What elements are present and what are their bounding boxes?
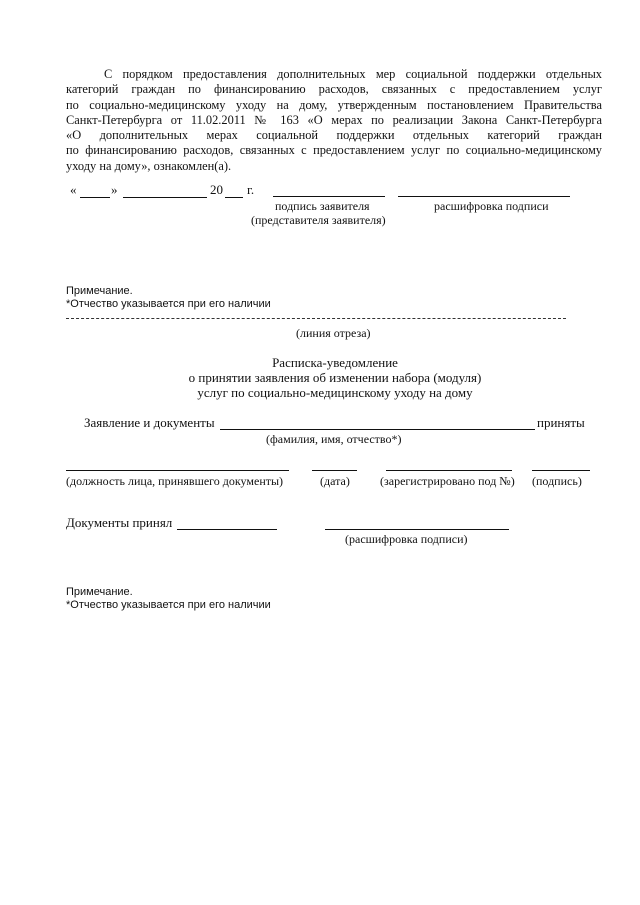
representative-label: (представителя заявителя) bbox=[251, 213, 386, 227]
year-suffix: г. bbox=[247, 182, 255, 197]
receiver-signature-field[interactable] bbox=[177, 529, 277, 530]
registered-caption: (зарегистрировано под №) bbox=[380, 474, 515, 488]
intro-line: С порядком предоставления дополнительных мер социальной поддержки отдельных bbox=[104, 67, 602, 81]
note-text: *Отчество указывается при его наличии bbox=[66, 599, 271, 611]
registration-field[interactable] bbox=[386, 470, 512, 471]
accepted-prefix: Заявление и документы bbox=[84, 415, 215, 430]
year-field[interactable] bbox=[225, 197, 243, 198]
date-open-quote: « bbox=[70, 182, 77, 197]
received-label: Документы принял bbox=[66, 515, 173, 530]
position-caption: (должность лица, принявшего документы) bbox=[66, 474, 284, 488]
intro-line: Санкт-Петербурга от 11.02.2011 № 163 «О мерах по реализации Закона Санкт-Петербурга bbox=[66, 112, 602, 127]
decoding-label: расшифровка подписи bbox=[434, 199, 549, 213]
intro-line: по социально-медицинскому уходу на дому, утвержденным постановлением Правительства bbox=[66, 97, 602, 112]
receiver-decoding-field[interactable] bbox=[325, 529, 509, 530]
signature-label: подпись заявителя bbox=[275, 199, 370, 213]
note-title: Примечание. bbox=[66, 586, 133, 598]
date-caption: (дата) bbox=[320, 474, 350, 488]
intro-line: по финансированию расходов, связанных с предоставлением услуг по социально-медицинскому bbox=[66, 143, 602, 158]
intro-line: уходу на дому», ознакомлен(а). bbox=[66, 158, 232, 173]
date-field[interactable] bbox=[312, 470, 357, 471]
accepted-suffix: приняты bbox=[537, 415, 585, 430]
intro-paragraph bbox=[66, 67, 602, 174]
signature-decoding-field[interactable] bbox=[398, 196, 570, 197]
applicant-signature-field[interactable] bbox=[273, 196, 385, 197]
signature-caption: (подпись) bbox=[532, 474, 582, 488]
receiver-decoding-caption: (расшифровка подписи) bbox=[345, 532, 468, 546]
official-signature-field[interactable] bbox=[532, 470, 590, 471]
receipt-title-line: услуг по социально-медицинскому уходу на дому bbox=[197, 385, 473, 400]
position-field[interactable] bbox=[66, 470, 289, 471]
full-name-caption: (фамилия, имя, отчество*) bbox=[266, 432, 402, 446]
full-name-field[interactable] bbox=[220, 429, 535, 430]
year-prefix: 20 bbox=[210, 182, 223, 197]
note-title: Примечание. bbox=[66, 285, 133, 297]
note-text: *Отчество указывается при его наличии bbox=[66, 298, 271, 310]
day-field[interactable] bbox=[80, 197, 110, 198]
intro-line: категорий граждан по финансированию расходов, связанных с предоставлением услуг bbox=[66, 82, 602, 97]
cut-line-label: (линия отреза) bbox=[296, 326, 371, 340]
month-field[interactable] bbox=[123, 197, 207, 198]
intro-line: «О дополнительных мерах социальной поддержки отдельных категорий граждан bbox=[66, 128, 602, 143]
cut-line bbox=[66, 318, 566, 319]
receipt-title-line: Расписка-уведомление bbox=[272, 355, 398, 370]
receipt-title-line: о принятии заявления об изменении набора (модуля) bbox=[188, 370, 482, 385]
date-close-quote: » bbox=[111, 182, 118, 197]
